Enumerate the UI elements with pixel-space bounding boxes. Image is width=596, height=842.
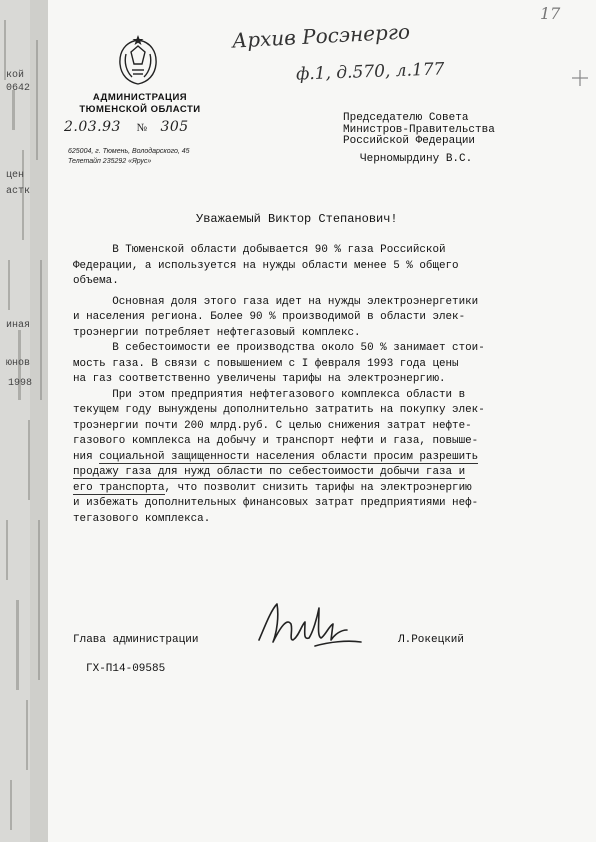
body-line: мость газа. В связи с повышением с I февраля 1993 года цены	[73, 357, 459, 370]
edge-fragment: иная	[6, 320, 31, 331]
body-line: Основная доля этого газа идет на нужды электроэнергетики	[73, 295, 479, 308]
archive-note-line1: Архив Росэнерго	[231, 19, 411, 53]
body-line: В Тюменской области добывается 90 % газа Российской	[73, 244, 446, 256]
org-line1: АДМИНИСТРАЦИЯ	[92, 92, 188, 103]
body-line: тегазового комплекса.	[73, 512, 211, 525]
body-line: на газ соответственно увеличены тарифы на электроэнергию.	[73, 373, 446, 385]
edge-fragment: 1998	[8, 378, 33, 389]
body-line	[73, 481, 553, 497]
letter-body	[73, 243, 553, 527]
body-line: троэнергии потребляет нефтегазовый комплекс.	[73, 326, 361, 339]
body-line: и избежать дополнительных финансовых затрат предприятиями неф-	[73, 497, 479, 509]
sender-organization	[70, 92, 210, 116]
edge-fragment: юнов	[6, 358, 31, 369]
body-line: При этом предприятия нефтегазового комплекса области в	[73, 388, 466, 401]
sender-address	[68, 147, 190, 167]
addressee-line3: Российской Федерации	[343, 135, 476, 147]
date-handwritten: 2.03.93	[64, 119, 121, 135]
body-text: , что позволит снизить тарифы на электроэнергию	[164, 481, 472, 494]
signatory-name: Л.Рокецкий	[398, 634, 465, 646]
body-line: троэнергии почти 200 млрд.руб. С целью снижения затрат нефте-	[73, 419, 472, 432]
addressee-name: Черномырдину В.С.	[360, 153, 473, 165]
document-code: ГХ-П14-09585	[86, 663, 166, 675]
archive-note-line2: ф.1, д.570, л.177	[295, 59, 445, 85]
body-line: Федерации, а используется на нужды области менее 5 % общего	[73, 259, 459, 272]
underlined-request: его транспорта	[73, 481, 165, 494]
body-line	[73, 450, 553, 466]
underlined-request: социальной защищенности населения области просим разрешить	[99, 450, 479, 463]
number-handwritten: 305	[160, 119, 189, 135]
scan-edge-noise	[0, 0, 48, 842]
handwritten-signature	[255, 596, 365, 656]
body-text: ния	[73, 450, 100, 463]
body-line: газового комплекса на добычу и транспорт нефти и газа, повыше-	[73, 435, 479, 447]
edge-fragment: кой	[6, 70, 25, 81]
addressee-line2: Министров-Правительства	[343, 123, 495, 136]
edge-fragment: астк	[6, 186, 31, 197]
underlined-request: продажу газа для нужд области по себестоимости добычи газа и	[73, 466, 466, 478]
salutation: Уважаемый Виктор Степанович!	[196, 212, 398, 226]
registration-line	[64, 119, 189, 135]
address-line2: Телетайп 235292 «Ярус»	[68, 158, 152, 165]
plus-mark-icon	[570, 68, 590, 88]
body-line: В себестоимости ее производства около 50 % занимает стои-	[73, 342, 485, 354]
org-line2: ТЮМЕНСКОЙ ОБЛАСТИ	[79, 104, 201, 115]
body-line	[73, 465, 553, 481]
address-line1: 625004, г. Тюмень, Володарского, 45	[68, 148, 190, 155]
body-line: и населения региона. Более 90 % производимой в области элек-	[73, 311, 466, 323]
signatory-title: Глава администрации	[73, 634, 199, 646]
edge-fragment: цен	[6, 170, 25, 181]
number-sign: №	[136, 122, 147, 134]
corner-mark: 17	[540, 4, 561, 23]
addressee-block	[343, 113, 495, 148]
body-line: текущем году вынуждены дополнительно затратить на покупку элек-	[73, 404, 485, 416]
addressee-line1: Председателю Совета	[343, 112, 469, 124]
coat-of-arms-icon	[113, 34, 163, 88]
body-line: объема.	[73, 275, 119, 287]
edge-fragment: 0642	[6, 83, 31, 94]
